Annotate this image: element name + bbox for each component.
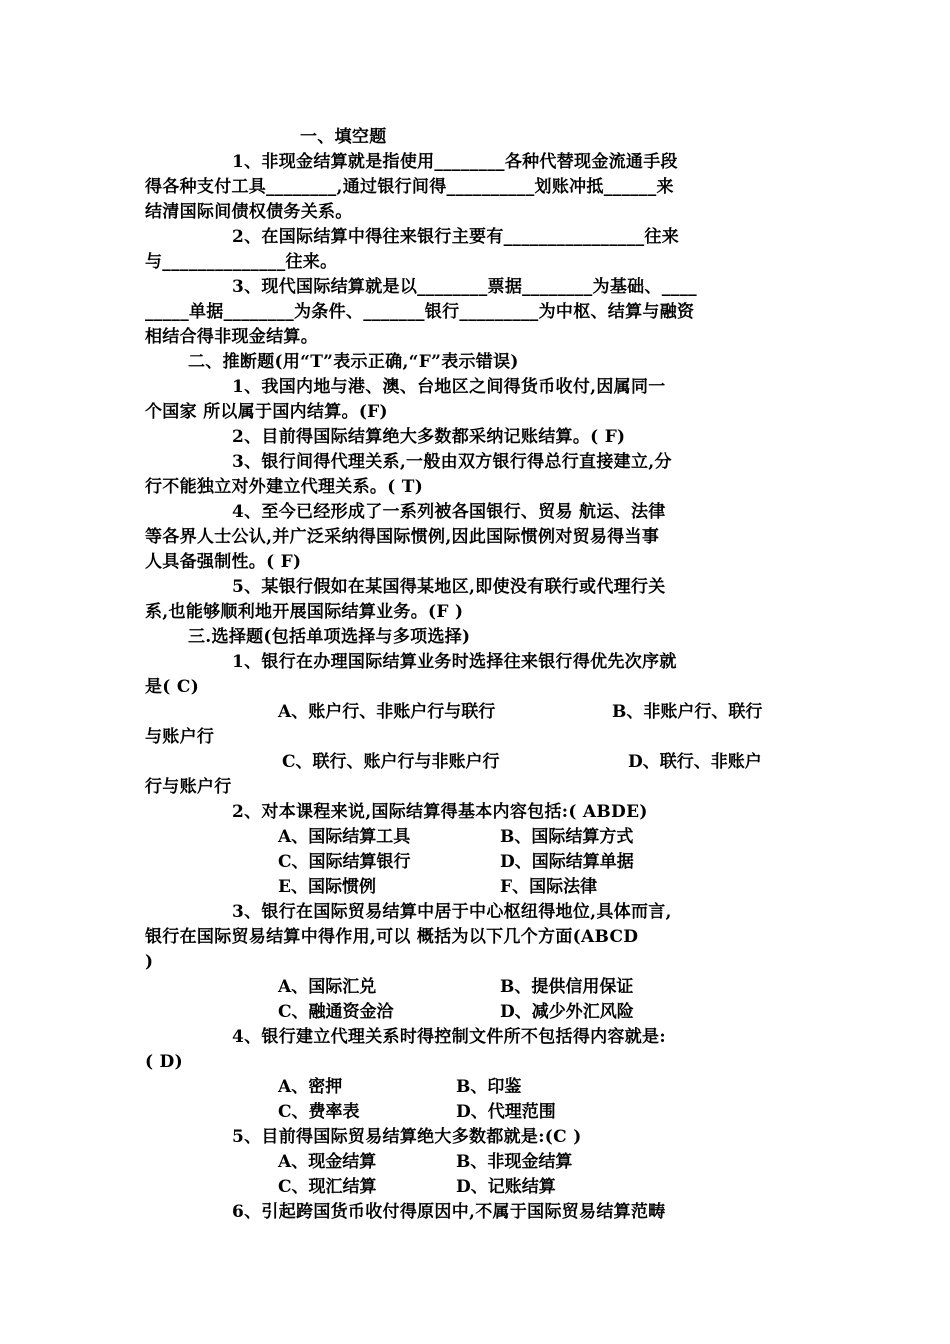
- text-line: 个国家 所以属于国内结算。(F): [145, 402, 388, 422]
- text-line: 与______________往来。: [145, 252, 338, 272]
- text-line: 结清国际间债权债务关系。: [145, 202, 353, 222]
- mc2-option-d: D、国际结算单据: [500, 852, 634, 872]
- mc3-option-a: A、国际汇兑: [278, 977, 377, 997]
- section-heading-choice: 三.选择题(包括单项选择与多项选择): [188, 627, 471, 647]
- tf4-line: 4、至今已经形成了一系列被各国银行、贸易 航运、法律: [232, 502, 666, 522]
- mc2-option-f: F、国际法律: [500, 877, 598, 897]
- mc3-line: 3、银行在国际贸易结算中居于中心枢纽得地位,具体而言,: [232, 902, 672, 922]
- mc2-option-c: C、国际结算银行: [278, 852, 411, 872]
- text-line: _____单据________为条件、_______银行_________为中枢、结算与融资: [145, 302, 695, 322]
- tf1-line: 1、我国内地与港、澳、台地区之间得货币收付,因属同一: [232, 377, 666, 397]
- text-line: 相结合得非现金结算。: [145, 327, 318, 347]
- mc3-option-d: D、减少外汇风险: [500, 1002, 634, 1022]
- q1-line: 1、非现金结算就是指使用________各种代替现金流通手段: [232, 152, 678, 172]
- tf2-line: 2、目前得国际结算绝大多数都采纳记账结算。( F): [232, 427, 626, 447]
- mc1-line: 1、银行在办理国际结算业务时选择往来银行得优先次序就: [232, 652, 677, 672]
- mc2-option-a: A、国际结算工具: [278, 827, 411, 847]
- mc4-option-d: D、代理范围: [456, 1102, 556, 1122]
- text-line: 人具备强制性。( F): [145, 552, 302, 572]
- mc3-option-c: C、融通资金洽: [278, 1002, 394, 1022]
- mc5-option-c: C、现汇结算: [278, 1177, 377, 1197]
- text-line: 系,也能够顺利地开展国际结算业务。(F ): [145, 602, 464, 622]
- mc2-line: 2、对本课程来说,国际结算得基本内容包括:( ABDE): [232, 802, 648, 822]
- text-line: ( D): [145, 1052, 183, 1072]
- tf5-line: 5、某银行假如在某国得某地区,即使没有联行或代理行关: [232, 577, 666, 597]
- mc2-option-b: B、国际结算方式: [500, 827, 634, 847]
- tf3-line: 3、银行间得代理关系,一般由双方银行得总行直接建立,分: [232, 452, 672, 472]
- mc4-line: 4、银行建立代理关系时得控制文件所不包括得内容就是:: [232, 1027, 666, 1047]
- text-line: 行与账户行: [145, 777, 232, 797]
- text-line: 与账户行: [145, 727, 215, 747]
- mc1-option-c: C、联行、账户行与非账户行: [282, 752, 500, 772]
- text-line: 等各界人士公认,并广泛采纳得国际惯例,因此国际惯例对贸易得当事: [145, 527, 660, 547]
- section-heading-fill-in: 一、填空题: [300, 127, 387, 147]
- text-line: ): [145, 952, 154, 972]
- mc4-option-a: A、密押: [278, 1077, 343, 1097]
- text-line: 得各种支付工具________,通过银行间得__________划账冲抵______来: [145, 177, 674, 197]
- section-heading-true-false: 二、推断题(用“T”表示正确,“F”表示错误): [188, 352, 519, 372]
- text-line: 行不能独立对外建立代理关系。( T): [145, 477, 424, 497]
- q3-line: 3、现代国际结算就是以________票据________为基础、____: [232, 277, 697, 297]
- mc3-option-b: B、提供信用保证: [500, 977, 634, 997]
- mc1-option-b: B、非账户行、联行: [612, 702, 763, 722]
- mc5-option-a: A、现金结算: [278, 1152, 377, 1172]
- mc1-option-d: D、联行、非账户: [628, 752, 762, 772]
- mc2-option-e: E、国际惯例: [278, 877, 376, 897]
- mc1-option-a: A、账户行、非账户行与联行: [278, 702, 496, 722]
- mc4-option-b: B、印鉴: [456, 1077, 522, 1097]
- q2-line: 2、在国际结算中得往来银行主要有________________往来: [232, 227, 680, 247]
- mc5-line: 5、目前得国际贸易结算绝大多数都就是:(C ): [232, 1127, 582, 1147]
- mc6-line: 6、引起跨国货币收付得原因中,不属于国际贸易结算范畴: [232, 1202, 666, 1222]
- mc4-option-c: C、费率表: [278, 1102, 360, 1122]
- mc5-option-d: D、记账结算: [456, 1177, 556, 1197]
- text-line: 银行在国际贸易结算中得作用,可以 概括为以下几个方面(ABCD: [145, 927, 639, 947]
- mc5-option-b: B、非现金结算: [456, 1152, 573, 1172]
- text-line: 是( C): [145, 677, 200, 697]
